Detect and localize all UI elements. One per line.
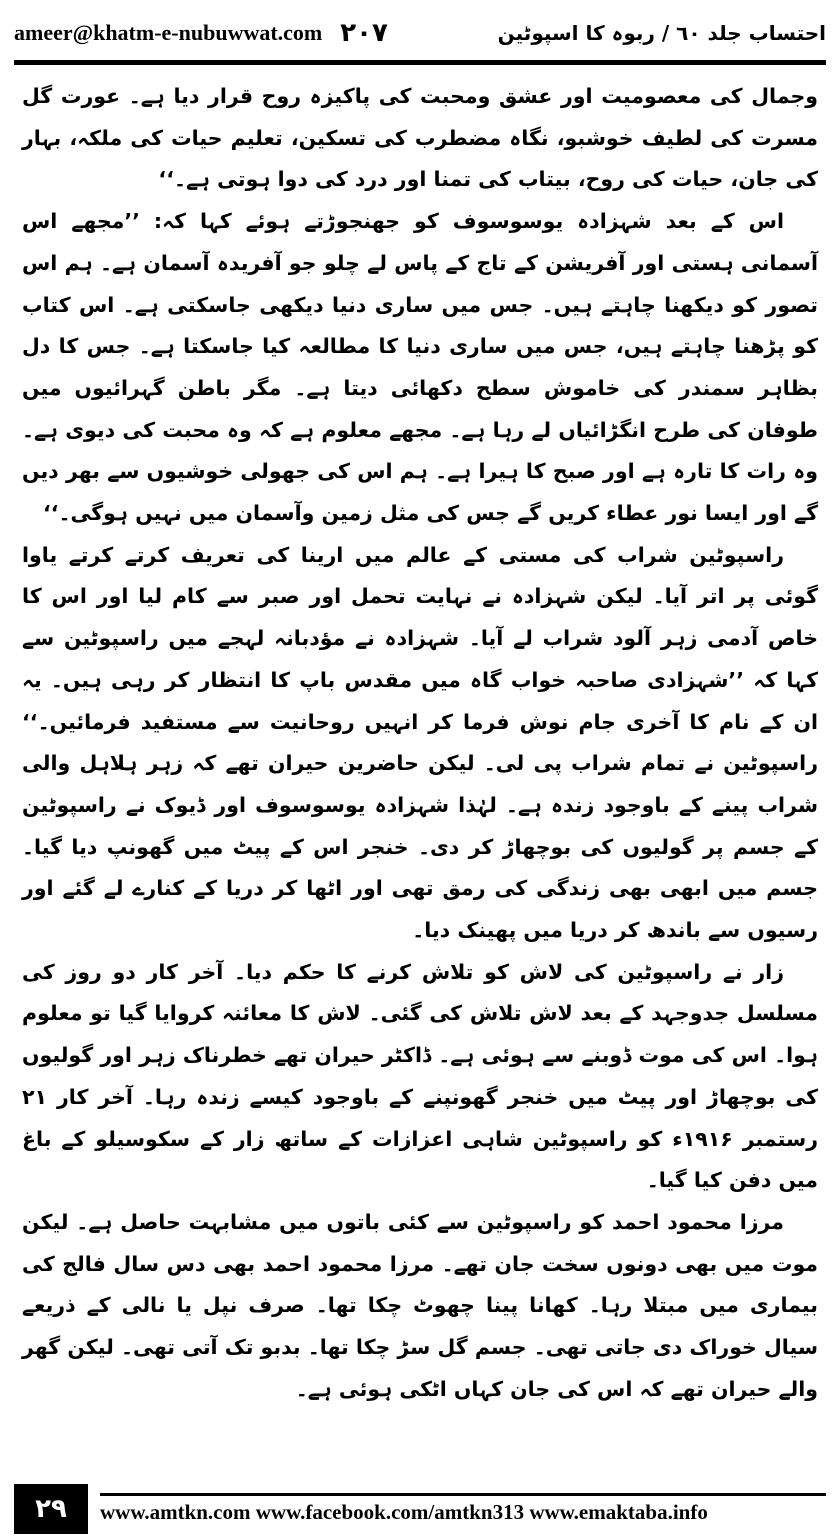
- paragraph: راسپوٹین شراب کی مستی کے عالم میں ارینا کی تعریف کرتے کرتے یاوا گوئی پر اتر آیا۔ لیکن شہزادہ نے نہایت تحمل اور صبر سے کام لیا اور اس کا خاص آدمی زہر آلود شراب لے آیا۔ شہزادہ نے مؤدبانہ لہجے میں راسپوٹین سے کہا کہ ’’شہزادی صاحبہ خواب گاہ میں مقدس باپ کا انتظار کر رہی ہیں۔ یہ ان کے نام کا آخری جام نوش فرما کر انہیں روحانیت سے مستفید فرمائیں۔‘‘ راسپوٹین نے تمام شراب پی لی۔ لیکن حاضرین حیران تھے کہ زہر ہلاہل والی شراب پینے کے باوجود زندہ ہے۔ لہٰذا شہزادہ یوسوسوف اور ڈیوک نے راسپوٹین کے جسم پر گولیوں کی بوچھاڑ کر دی۔ خنجر اس کے پیٹ میں گھونپ دیا گیا۔ جسم میں ابھی بھی زندگی کی رمق تھی اور اٹھا کر دریا کے کنارے لے گئے اور رسیوں سے باندھ کر دریا میں پھینک دیا۔: [22, 542, 818, 943]
- footer-rule: [100, 1493, 826, 1496]
- footer-folio: ۲۹: [14, 1484, 88, 1534]
- header-rule: [14, 60, 826, 65]
- body-text: [22, 76, 818, 1470]
- paragraph: اس کے بعد شہزادہ یوسوسوف کو جھنجوڑتے ہوئے کہا کہ: ’’مجھے اس آسمانی ہستی اور آفریشن کے تاج کے پاس لے چلو جو آفریدہ آسمان ہے۔ ہم اس تصور کو دیکھنا چاہتے ہیں۔ جس میں ساری دنیا دیکھی جاسکتی ہے۔ اس کتاب کو پڑھنا چاہتے ہیں، جس میں ساری دنیا کا مطالعہ کیا جاسکتا ہے۔ جس کا دل بظاہر سمندر کی خاموش سطح دکھائی دیتا ہے۔ مگر باطن گہرائیوں میں طوفان کی طرح انگڑائیاں لے رہا ہے۔ مجھے معلوم ہے کہ وہ محبت کی دیوی ہے۔ وہ رات کا تارہ ہے اور صبح کا ہیرا ہے۔ ہم اس کی جھولی خوشیوں سے بھر دیں گے اور ایسا نور عطاء کریں گے جس کی مثل زمین وآسمان میں نہیں ہوگی۔‘‘: [22, 209, 818, 526]
- page-header: [14, 8, 826, 58]
- paragraph: وجمال کی معصومیت اور عشق ومحبت کی پاکیزہ روح قرار دیا ہے۔ عورت گل مسرت کی لطیف خوشبو، نگاہ مضطرب کی تسکین، تعلیم حیات کی ملکہ، بہار کی جان، حیات کی روح، بیتاب کی تمنا اور درد کی دوا ہوتی ہے۔‘‘: [22, 84, 818, 192]
- header-left: [14, 18, 388, 48]
- paragraph: مرزا محمود احمد کو راسپوٹین سے کئی باتوں میں مشابہت حاصل ہے۔ لیکن موت میں بھی دونوں سخت جان تھے۔ مرزا محمود احمد بھی دس سال فالج کی بیماری میں مبتلا رہا۔ کھانا پینا چھوٹ چکا تھا۔ صرف نپل یا نالی کے ذریعے سیال خوراک دی جاتی تھی۔ جسم گل سڑ چکا تھا۔ بدبو تک آتی تھی۔ لیکن گھر والے حیران تھے کہ اس کی جان کہاں اٹکی ہوئی ہے۔: [22, 1209, 818, 1401]
- page-number: ۲۰۷: [340, 18, 388, 48]
- paragraph: زار نے راسپوٹین کی لاش کو تلاش کرنے کا حکم دیا۔ آخر کار دو روز کی مسلسل جدوجہد کے بعد لاش تلاش کی گئی۔ لاش کا معائنہ کروایا گیا تو معلوم ہوا۔ اس کی موت ڈوبنے سے ہوئی ہے۔ ڈاکٹر حیران تھے خطرناک زہر اور گولیوں کی بوچھاڑ اور پیٹ میں خنجر گھونپنے کے باوجود کیسے زندہ رہا۔ آخر کار ۲۱ رستمبر ۱۹۱۶ء کو راسپوٹین شاہی اعزازات کے ساتھ زار کے سکوسیلو کے باغ میں دفن کیا گیا۔: [22, 959, 818, 1193]
- footer-right: [88, 1484, 826, 1534]
- running-title: احتساب جلد ٦٠ / ربوہ کا اسپوٹین: [497, 21, 826, 45]
- header-email: ameer@khatm-e-nubuwwat.com: [14, 20, 323, 45]
- page-footer: [14, 1484, 826, 1534]
- footer-urls: www.amtkn.com www.facebook.com/amtkn313 www.emaktaba.info: [100, 1500, 708, 1524]
